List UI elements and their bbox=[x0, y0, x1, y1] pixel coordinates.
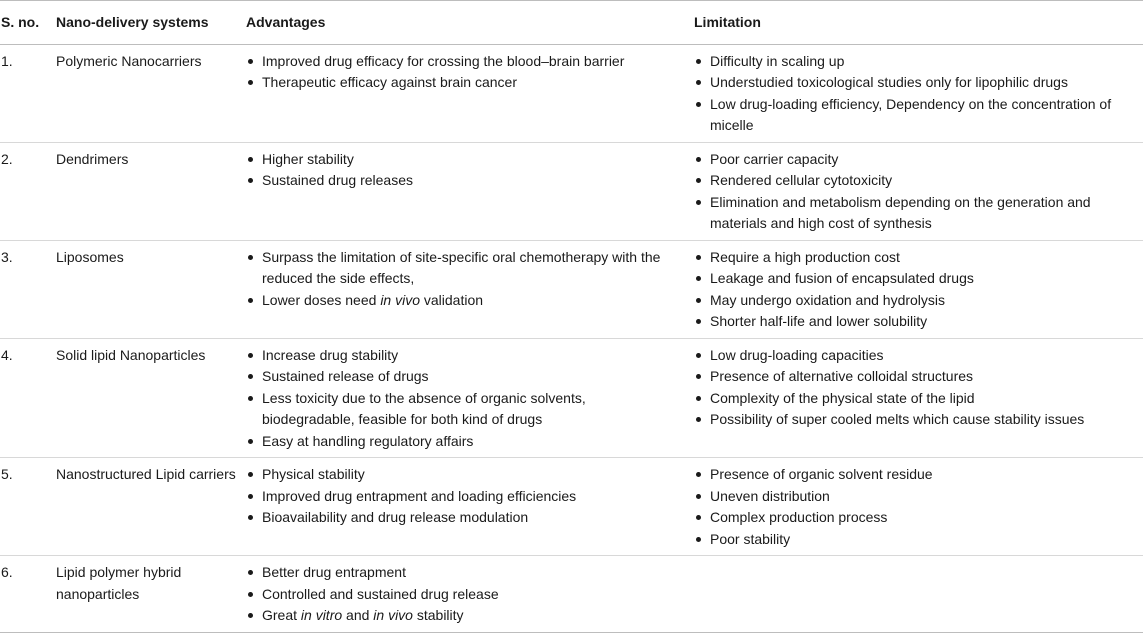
advantages-cell bbox=[246, 142, 694, 240]
table-row bbox=[0, 240, 1143, 338]
limitation-item: Elimination and metabolism depending on the generation and materials and high cost of synthesis bbox=[694, 192, 1135, 235]
limitation-item: Complexity of the physical state of the lipid bbox=[694, 388, 1135, 410]
table-body bbox=[0, 44, 1143, 632]
limitation-item: Low drug-loading capacities bbox=[694, 345, 1135, 367]
limitation-item: Poor carrier capacity bbox=[694, 149, 1135, 171]
advantages-cell bbox=[246, 44, 694, 142]
advantage-item-italic-text: in vivo bbox=[373, 607, 413, 623]
row-number: 1. bbox=[0, 44, 56, 142]
advantages-cell bbox=[246, 556, 694, 633]
limitation-item: Difficulty in scaling up bbox=[694, 51, 1135, 73]
table-row bbox=[0, 142, 1143, 240]
row-number: 2. bbox=[0, 142, 56, 240]
advantages-list bbox=[246, 51, 674, 94]
system-name: Liposomes bbox=[56, 240, 246, 338]
row-number: 3. bbox=[0, 240, 56, 338]
advantage-item: Improved drug entrapment and loading efficiencies bbox=[246, 486, 674, 508]
advantages-list bbox=[246, 345, 674, 453]
header-row bbox=[0, 1, 1143, 45]
limitation-item: Uneven distribution bbox=[694, 486, 1135, 508]
advantages-list bbox=[246, 464, 674, 529]
system-name: Nanostructured Lipid carriers bbox=[56, 458, 246, 556]
header-system: Nano-delivery systems bbox=[56, 1, 246, 45]
limitation-item: Shorter half-life and lower solubility bbox=[694, 311, 1135, 333]
table-header bbox=[0, 1, 1143, 45]
header-limitation: Limitation bbox=[694, 1, 1143, 45]
limitations-cell bbox=[694, 240, 1143, 338]
advantage-item: Increase drug stability bbox=[246, 345, 674, 367]
limitations-list bbox=[694, 247, 1135, 333]
advantage-item: Controlled and sustained drug release bbox=[246, 584, 674, 606]
system-name: Solid lipid Nanoparticles bbox=[56, 338, 246, 458]
advantage-item: Physical stability bbox=[246, 464, 674, 486]
advantages-list bbox=[246, 562, 674, 627]
system-name: Lipid polymer hybrid nanoparticles bbox=[56, 556, 246, 633]
advantage-item: Sustained drug releases bbox=[246, 170, 674, 192]
advantage-item: Therapeutic efficacy against brain cancer bbox=[246, 72, 674, 94]
limitations-cell bbox=[694, 338, 1143, 458]
limitation-item: Presence of organic solvent residue bbox=[694, 464, 1135, 486]
limitation-item: Possibility of super cooled melts which cause stability issues bbox=[694, 409, 1135, 431]
limitation-item: May undergo oxidation and hydrolysis bbox=[694, 290, 1135, 312]
header-advantages: Advantages bbox=[246, 1, 694, 45]
advantage-item: Surpass the limitation of site-specific oral chemotherapy with the reduced the side effects, bbox=[246, 247, 674, 290]
limitations-list bbox=[694, 345, 1135, 431]
limitations-list bbox=[694, 464, 1135, 550]
table-row bbox=[0, 458, 1143, 556]
row-number: 5. bbox=[0, 458, 56, 556]
row-number: 4. bbox=[0, 338, 56, 458]
advantage-item-text: Lower doses need bbox=[262, 291, 381, 308]
advantage-item: Bioavailability and drug release modulation bbox=[246, 507, 674, 529]
table-row bbox=[0, 556, 1143, 633]
table-row bbox=[0, 338, 1143, 458]
limitation-item: Require a high production cost bbox=[694, 247, 1135, 269]
advantage-item-italic-text: in vitro bbox=[300, 607, 343, 623]
limitations-cell bbox=[694, 44, 1143, 142]
limitation-item: Low drug-loading efficiency, Dependency on the concentration of micelle bbox=[694, 94, 1135, 137]
limitation-item: Presence of alternative colloidal structures bbox=[694, 366, 1135, 388]
advantage-item: Less toxicity due to the absence of organic solvents, biodegradable, feasible for both kind of drugs bbox=[246, 388, 674, 431]
row-number: 6. bbox=[0, 556, 56, 633]
advantage-item-text: Great bbox=[262, 607, 301, 623]
advantage-item-text: stability bbox=[412, 607, 464, 623]
advantage-item: Improved drug efficacy for crossing the blood–brain barrier bbox=[246, 51, 674, 73]
advantages-cell bbox=[246, 338, 694, 458]
advantage-item: Better drug entrapment bbox=[246, 562, 674, 584]
limitation-item: Complex production process bbox=[694, 507, 1135, 529]
limitations-cell bbox=[694, 458, 1143, 556]
advantages-cell bbox=[246, 240, 694, 338]
advantage-item: Sustained release of drugs bbox=[246, 366, 674, 388]
system-name: Polymeric Nanocarriers bbox=[56, 44, 246, 142]
advantage-item bbox=[246, 290, 674, 312]
system-name: Dendrimers bbox=[56, 142, 246, 240]
advantages-list bbox=[246, 247, 674, 312]
advantage-item: Higher stability bbox=[246, 149, 674, 171]
limitation-item: Leakage and fusion of encapsulated drugs bbox=[694, 268, 1135, 290]
advantage-item-text: validation bbox=[420, 291, 484, 308]
header-sno: S. no. bbox=[0, 1, 56, 45]
limitations-list bbox=[694, 149, 1135, 235]
advantage-item-italic-text: in vivo bbox=[380, 291, 420, 308]
limitations-list bbox=[694, 51, 1135, 137]
advantage-item bbox=[246, 605, 674, 627]
advantage-item: Easy at handling regulatory affairs bbox=[246, 431, 674, 453]
advantages-cell bbox=[246, 458, 694, 556]
advantages-list bbox=[246, 149, 674, 192]
limitation-item: Poor stability bbox=[694, 529, 1135, 551]
advantage-item-text: and bbox=[342, 607, 374, 623]
limitation-item: Understudied toxicological studies only for lipophilic drugs bbox=[694, 72, 1135, 94]
limitations-cell bbox=[694, 142, 1143, 240]
limitation-item: Rendered cellular cytotoxicity bbox=[694, 170, 1135, 192]
limitations-cell bbox=[694, 556, 1143, 633]
table-row bbox=[0, 44, 1143, 142]
